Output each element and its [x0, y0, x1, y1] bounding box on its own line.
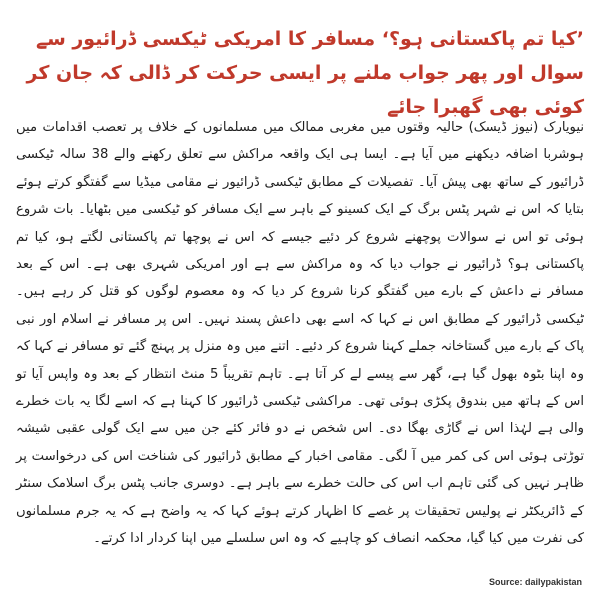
article-headline: ’کیا تم پاکستانی ہو؟‘ مسافر کا امریکی ٹیکسی ڈرائیور سے سوال اور پھر جواب ملنے پر ایسی حرکت کر ڈالی کہ جان کر کوئی بھی گھبرا جائے: [26, 28, 584, 118]
article-body: نیویارک (نیوز ڈیسک) حالیہ وقتوں میں مغربی ممالک میں مسلمانوں کے خلاف پر تعصب اقدامات میں ہوشربا اضافہ دیکھنے میں آیا ہے۔ ایسا ہی ایک واقعہ مراکش سے تعلق رکھنے والے 38 سالہ ٹیکسی ڈرائیور کے ساتھ بھی پیش آیا۔ تفصیلات کے مطابق ٹیکسی ڈرائیور نے مقامی میڈیا سے گفتگو کرتے ہوئے بتایا کہ اس نے شہر پٹس برگ کے ایک کسینو کے باہر سے ایک مسافر کو ٹیکسی میں بٹھایا۔ بات شروع ہوئی تو اس نے سوالات پوچھنے شروع کر دئیے جیسے کہ اس نے پوچھا تم پاکستانی لگتے ہو، کیا تم پاکستانی ہو؟ ڈرائیور نے جواب دیا کہ وہ مراکش سے ہے اور امریکی شہری بھی ہے۔ اس کے بعد مسافر نے داعش کے بارے میں گفتگو کرنا شروع کر دیا کہ وہ معصوم لوگوں کو قتل کر رہے ہیں۔ ٹیکسی ڈرائیور کے مطابق اس نے کہا کہ اسے بھی داعش پسند نہیں۔ اس پر مسافر نے اسلام اور نبی پاک کے بارے میں گستاخانہ جملے کہنا شروع کر دئیے۔ اتنے میں وہ منزل پر پہنچ گئے تو مسافر نے کہا کہ وہ اپنا بٹوہ بھول گیا ہے، گھر سے پیسے لے کر آتا ہے۔ تاہم تقریباً 5 منٹ انتظار کے بعد وہ واپس آیا تو اس کے ہاتھ میں بندوق پکڑی ہوئی تھی۔ مراکشی ٹیکسی ڈرائیور کا کہنا ہے کہ اسے لگا یہ بات خطرے والی ہے لہٰذا اس نے گاڑی بھگا دی۔ اس شخص نے دو فائر کئے جن میں سے ایک گولی عقبی شیشہ توڑتی ہوئی اس کی کمر میں آ لگی۔ مقامی اخبار کے مطابق ڈرائیور کی شناخت اس کی درخواست پر ظاہر نہیں کی گئی تاہم اب اس کی حالت خطرے سے باہر ہے۔ دوسری جانب پٹس برگ اسلامک سنٹر کے ڈائریکٹر نے پولیس تحقیقات پر غصے کا اظہار کرتے ہوئے کہا کہ یہ واضح ہے کہ یہ جرم مسلمانوں کی نفرت میں کیا گیا، محکمہ انصاف کو چاہیے کہ وہ اس سلسلے میں اپنا کردار ادا کرتے۔: [16, 120, 584, 547]
source-credit: Source: dailypakistan: [488, 577, 582, 587]
